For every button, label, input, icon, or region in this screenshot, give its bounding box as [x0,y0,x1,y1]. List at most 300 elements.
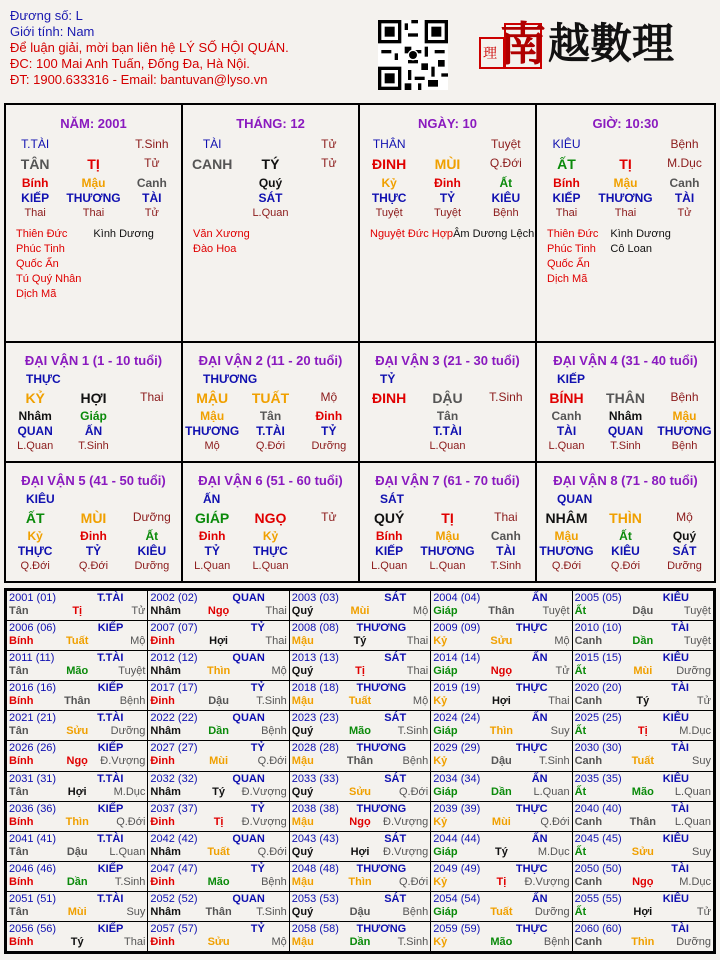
year-row-top [575,833,711,846]
pillar-title: NĂM: 2001 [60,116,127,131]
star-name: Nguyệt Đức Hợp [370,228,454,240]
year-label: 2003 (03) [291,592,339,604]
year-branch: Thìn [348,875,372,888]
pillar-branch: TỊ [619,156,632,172]
hidden-stage: L.Quan [371,560,408,572]
hidden-stage: T.Sinh [490,560,522,572]
year-branch: Tị [496,875,507,888]
year-row-bottom [575,936,711,949]
year-row-bottom [9,695,145,708]
year-stem: Nhâm [150,845,181,858]
pillar-mid [64,137,122,151]
pillar-ten-god: T.TÀI [21,137,50,151]
hidden-col [241,529,299,574]
four-pillars-grid [4,103,716,583]
hidden-stem: Bính [375,529,403,543]
year-ten-god: KIÊU [662,592,689,604]
year-row-top [9,652,145,665]
year-row-top [9,803,145,816]
year-row-bottom [433,695,569,708]
hidden-ten-god: TỶ [85,544,102,558]
pillar-stem: ẤT [557,156,576,172]
year-row-bottom [575,665,711,678]
special-stars [370,227,535,242]
year-ten-god: THƯƠNG [356,622,407,635]
pillar-stem-branch-row [537,156,714,172]
year-row-bottom [150,906,286,919]
year-cell [431,711,571,740]
year-ten-god: KIÊU [662,892,689,905]
hidden-stage: L.Quan [429,560,466,572]
year-ten-god: SÁT [384,652,407,665]
dai-van-6 [183,463,360,581]
year-stem: Đinh [150,635,175,648]
hidden-stage: L.Quan [17,440,54,452]
hidden-stage: Q.Đới [551,560,582,572]
hidden-ten-god: KIẾP [375,544,404,558]
hidden-stage: Q.Đới [78,560,109,572]
hidden-stem: Canh [136,176,167,190]
year-label: 2007 (07) [150,622,198,635]
year-cell [7,772,147,801]
year-stage: T.Sinh [397,935,429,948]
year-ten-god: T.TÀI [97,772,124,785]
owner-gender: Giới tính: Nam [10,24,95,39]
year-branch: Tuất [631,755,654,768]
year-row-top [9,893,145,906]
hidden-stem: Kỷ [262,529,279,543]
hidden-stem-col [6,176,64,221]
pillar-title: NGÀY: 10 [418,116,477,131]
year-ten-god: KIẾP [97,862,124,875]
dai-van-stem-branch [537,510,714,526]
hidden-col [183,409,241,454]
year-stage: Đ.Vượng [100,755,146,768]
year-label: 2039 (39) [433,802,481,815]
year-row-bottom [433,665,569,678]
year-stage: Q.Đới [398,875,429,888]
dai-van-hidden [6,409,181,454]
owner-name: Đương số: L [10,8,83,23]
year-stem: Nhâm [150,665,181,678]
stars-col-left [370,227,453,242]
hidden-ten-god: QUAN [17,424,53,438]
hidden-ten-god: TÀI [674,191,695,205]
year-label: 2008 (08) [291,622,339,635]
year-stem: Quý [291,845,314,858]
year-branch: Sửu [66,725,89,738]
year-stage: Mộ [412,695,429,708]
year-ten-god: TỶ [250,802,265,815]
year-row-top [433,712,569,725]
address: ĐC: 100 Mai Anh Tuấn, Đống Đa, Hà Nội. [10,56,250,71]
year-label: 2052 (52) [150,892,198,905]
dai-van-ten-god: THƯƠNG [203,372,258,386]
hidden-ten-god: T.TÀI [256,424,285,438]
hidden-ten-god: TÀI [142,191,162,205]
year-stem: Giáp [433,725,458,738]
star-name: Phúc Tinh [16,243,65,255]
year-ten-god: TỶ [250,742,265,755]
year-row-bottom [150,725,286,738]
dai-van-stem: ĐINH [372,390,407,406]
dai-van-stem: MẬU [196,390,229,406]
year-branch: Tị [355,665,365,678]
year-label: 2026 (26) [9,742,57,755]
hidden-stem: Bính [21,176,49,190]
year-row-top [292,742,428,755]
year-cell [431,802,571,831]
year-branch: Mão [490,935,513,948]
hidden-col [537,409,596,454]
year-cell [290,892,430,921]
dai-van-stem: QUÝ [373,510,405,526]
hidden-col [300,529,358,574]
year-stem: Tân [9,725,29,738]
year-cell [573,832,713,861]
hidden-stem: Tân [259,409,282,423]
hidden-stem-col [477,176,535,221]
dai-van-title: ĐẠI VẬN 8 (71 - 80 tuổi) [553,473,698,488]
year-row-bottom [433,635,569,648]
star-name: Âm Dương Lệch [453,228,535,240]
year-row-top [575,622,711,635]
year-branch: Mùi [350,605,370,617]
year-branch: Tuất [490,905,513,918]
dai-van-hidden [360,409,535,454]
year-branch: Dậu [208,695,229,708]
star-name: Quốc Ấn [547,258,590,270]
year-row-bottom [9,605,145,618]
year-stage: Tuyệt [118,665,146,678]
qr-code-icon [378,20,448,90]
year-branch: Ngọ [632,875,654,888]
year-row-bottom [575,605,711,618]
hidden-ten-god: ẤN [84,424,103,438]
star-name: Đào Hoa [193,243,237,255]
year-row-top [9,773,145,786]
year-row-bottom [9,786,145,799]
year-cell [7,892,147,921]
chart-owner-info [10,8,370,88]
year-branch: Thân [488,605,515,617]
dai-van-stage: Bệnh [670,390,699,404]
year-stage: Bệnh [402,755,429,768]
year-label: 2059 (59) [433,922,481,935]
year-ten-god: SÁT [384,712,407,725]
stars-col-right [453,227,534,242]
hidden-col [64,409,122,454]
year-row-bottom [575,906,711,919]
year-ten-god: THƯƠNG [356,922,407,935]
year-label: 2012 (12) [150,652,198,665]
year-row-bottom [433,846,569,859]
hidden-stem: Giáp [80,409,107,423]
year-row-top [150,622,286,635]
year-stage: Bệnh [543,935,570,948]
dai-van-branch: THÌN [609,510,642,526]
year-ten-god: SÁT [384,772,407,785]
year-label: 2053 (53) [291,892,339,905]
year-stage: T.Sinh [256,905,287,918]
year-stage: Bệnh [402,905,429,918]
year-ten-god: THỰC [515,682,548,695]
year-branch: Hợi [67,785,87,798]
year-row-top [433,923,569,936]
year-cell [431,591,571,620]
year-stem: Tân [9,605,29,617]
pillar-ten-god-row [537,137,714,151]
hidden-stage: L.Quan [429,440,466,452]
year-stage: Suy [550,725,570,738]
year-stage: T.Sinh [256,695,287,708]
year-label: 2055 (55) [574,892,622,905]
hidden-stage: L.Quan [252,207,289,219]
year-label: 2019 (19) [433,682,481,695]
year-stage: Tử [696,695,711,708]
year-row-top [292,893,428,906]
pillar-3 [537,105,714,343]
year-cell [290,711,430,740]
year-stage: Tuyệt [683,635,711,648]
year-label: 2004 (04) [433,592,481,604]
year-row-bottom [292,725,428,738]
pillar-life-stage-top: Tuyệt [491,137,521,151]
dai-van-hidden [6,529,181,574]
hidden-stems-row [183,176,358,221]
year-stem: Tân [9,665,29,678]
year-ten-god: ẤN [531,712,548,725]
year-branch: Tị [213,815,224,828]
hidden-stem: Mậu [672,409,697,423]
hidden-stem: Kỷ [27,529,43,543]
dai-van-title: ĐẠI VẬN 5 (41 - 50 tuổi) [21,473,166,488]
hidden-stage: Tử [677,207,692,219]
hidden-stem: Mậu [554,529,579,543]
dai-van-ten-god: SÁT [380,492,404,506]
year-cell [431,621,571,650]
stars-col-right [93,227,153,302]
hidden-col [6,529,64,574]
year-stage: Thai [265,605,287,617]
hidden-stem-col [418,176,476,221]
year-row-top [150,652,286,665]
year-cell [148,591,288,620]
pillar-life-stage-top: T.Sinh [135,137,169,151]
year-row-top [9,712,145,725]
year-row-bottom [433,605,569,618]
pillar-0 [6,105,183,343]
year-row-bottom [9,906,145,919]
year-label: 2050 (50) [574,862,622,875]
dai-van-ten-god-row [557,372,714,386]
year-stage: Đ.Vượng [383,815,429,828]
pillar-stage: Q.Đới [489,156,522,170]
pillar-mid [241,137,299,151]
year-stage: M.Dục [679,725,711,738]
pillar-ten-god-row [6,137,181,151]
year-cell [573,862,713,891]
hidden-stem-col [241,176,299,221]
hidden-stem-col [360,176,418,221]
year-ten-god: TỶ [250,682,265,695]
year-stage: Suy [692,755,711,768]
year-stage: Đ.Vượng [241,785,287,798]
year-row-top [292,622,428,635]
star-name: Thiên Đức [16,228,68,240]
year-stage: Tử [696,905,711,918]
hidden-col [360,529,418,574]
pillar-ten-god-row [183,137,358,151]
year-branch: Hợi [350,845,370,858]
year-branch: Dần [491,785,512,798]
year-ten-god: ẤN [531,772,548,785]
year-row-top [575,923,711,936]
year-cell [573,621,713,650]
year-row-bottom [575,816,711,829]
hidden-stem: Tân [436,409,459,423]
year-cell [431,741,571,770]
dai-van-stage: Dưỡng [132,510,171,524]
year-stage: Dưỡng [534,905,570,918]
year-ten-god: KIẾP [97,802,124,815]
hidden-col [300,409,358,454]
pillar-mid [596,137,655,151]
dai-van-branch: TỊ [441,510,454,526]
year-ten-god: TỶ [250,622,265,635]
year-cell [7,862,147,891]
year-branch: Ngọ [66,755,88,768]
hidden-col [241,409,299,454]
year-row-bottom [292,816,428,829]
hidden-stem: Mậu [435,529,460,543]
year-stem: Quý [291,665,314,678]
year-label: 2040 (40) [574,802,622,815]
year-ten-god: THƯƠNG [356,682,407,695]
year-row-top [150,893,286,906]
dai-van-ten-god-row [26,372,181,386]
dai-van-branch: TUẤT [251,390,290,406]
year-cell [148,711,288,740]
hidden-col [655,409,714,454]
year-stage: Dưỡng [676,665,711,678]
year-label: 2015 (15) [574,652,622,665]
year-ten-god: QUAN [232,772,265,785]
year-ten-god: THỰC [515,922,548,935]
year-cell [148,922,288,951]
year-label: 2033 (33) [291,772,339,785]
hidden-stem: Mậu [81,176,106,190]
year-branch: Hợi [633,905,653,918]
year-cell [290,832,430,861]
year-stem: Ất [574,905,587,918]
hidden-stage: Q.Đới [255,440,286,452]
year-row-top [575,773,711,786]
year-cell [431,772,571,801]
special-stars [547,227,714,287]
pillar-life-stage-top: Bệnh [670,137,699,151]
pillar-branch: MÙI [434,156,461,172]
dai-van-4 [537,343,714,463]
dai-van-branch: THÂN [606,390,645,406]
dai-van-stem-branch [537,390,714,406]
year-cell [148,772,288,801]
year-row-top [150,682,286,695]
year-label: 2057 (57) [150,922,198,935]
year-stem: Giáp [433,845,458,858]
year-cell [573,892,713,921]
year-stem: Canh [574,755,603,768]
svg-text:越數理: 越數理 [548,19,675,68]
year-branch: Ngọ [349,815,371,828]
hidden-ten-god: SÁT [258,191,283,205]
year-ten-god: THỰC [515,622,548,635]
year-stem: Kỷ [433,635,448,648]
year-branch: Thân [629,815,656,828]
dai-van-branch: HỢI [80,390,107,406]
year-ten-god: ẤN [531,892,548,905]
dai-van-5 [6,463,183,581]
star-name: Dịch Mã [16,288,57,300]
year-row-bottom [433,725,569,738]
hidden-stage: Thai [24,207,46,219]
year-branch: Ngọ [490,665,513,678]
hidden-stage: Tuyệt [433,207,462,219]
year-branch: Dậu [66,845,88,858]
year-ten-god: KIÊU [662,772,689,785]
year-branch: Dậu [491,755,512,768]
year-stem: Canh [574,935,603,948]
year-row-top [9,622,145,635]
hidden-stage: L.Quan [194,560,231,572]
year-label: 2005 (05) [574,592,622,604]
year-branch: Dậu [349,905,371,918]
hidden-ten-god: THƯƠNG [185,424,240,438]
year-branch: Tị [72,605,83,617]
year-row-bottom [292,786,428,799]
year-label: 2038 (38) [291,802,339,815]
hidden-ten-god: THƯƠNG [66,191,121,205]
year-label: 2018 (18) [291,682,339,695]
hidden-stem-col [596,176,655,221]
star-name: Dịch Mã [547,273,588,285]
year-ten-god: KIẾP [97,742,124,755]
hidden-stage: Tuyệt [375,207,403,219]
hidden-ten-god: SÁT [672,544,697,558]
year-stem: Mậu [291,635,314,648]
hidden-stage: Thai [555,207,578,219]
year-stage: Q.Đới [257,755,287,768]
hidden-ten-god: KIÊU [611,544,640,558]
dai-van-stage: Tử [321,510,337,524]
pillar-stem: ĐINH [372,156,407,172]
year-ten-god: QUAN [232,892,265,905]
year-row-bottom [292,665,428,678]
year-stem: Ất [574,845,587,858]
year-ten-god: KIÊU [662,652,689,665]
year-row-top [575,682,711,695]
year-stem: Tân [9,785,29,798]
year-branch: Thân [346,755,374,768]
year-row-top [433,803,569,816]
hidden-stage: T.Sinh [610,440,641,452]
year-ten-god: ẤN [531,832,548,845]
hidden-col [477,409,535,454]
year-ten-god: SÁT [384,892,407,905]
hidden-stem: Quý [672,529,697,543]
year-stem: Bính [9,935,34,948]
dai-van-title: ĐẠI VẬN 2 (11 - 20 tuổi) [198,353,343,368]
